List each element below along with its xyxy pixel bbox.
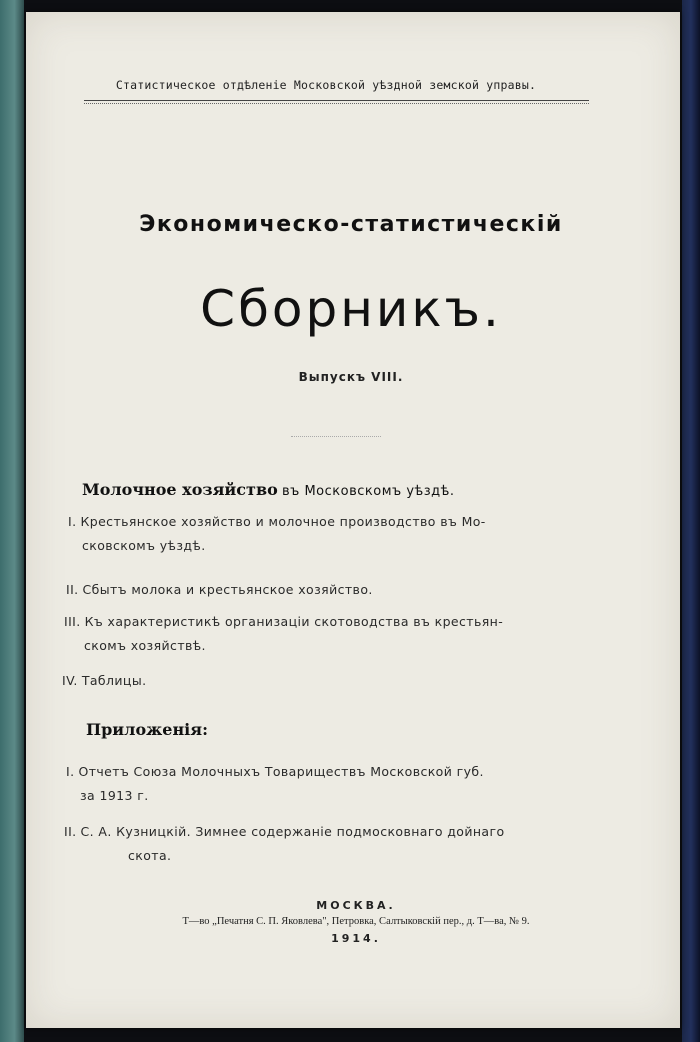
item-line: Къ характеристикѣ организаціи скотоводства въ крестьян- [84,614,504,629]
header-rule [84,100,589,101]
section-title [82,480,642,500]
item-line: за 1913 г. [80,788,149,803]
contents-item [68,510,588,558]
book-spine-left [0,0,24,1042]
title-line-2: Сборникъ. [200,280,502,338]
issue-number: Выпускъ VIII. [298,370,404,384]
section-title-rest: въ Московскомъ уѣздѣ. [281,484,455,499]
item-line: скомъ хозяйствѣ. [84,638,206,653]
header-rule-dotted [84,103,589,104]
title-page [26,12,680,1028]
item-line: С. А. Кузницкій. Зимнее содержаніе подмосковнаго дойнаго [80,824,505,839]
imprint-year: 1914. [331,932,381,945]
item-line: Крестьянское хозяйство и молочное производство въ Мо- [80,514,486,529]
item-number: IV. [62,673,78,688]
contents-item [62,669,582,693]
item-number: III. [64,614,81,629]
appendix-title: Приложенія: [86,720,208,739]
ornament-divider [291,436,381,437]
item-number: I. [66,764,75,779]
item-number: I. [68,514,77,529]
imprint-printer: Т—во „Печатня С. П. Яковлева", Петровка, Салтыковскій пер., д. Т—ва, № 9. [182,916,530,927]
book-spine-right [682,0,700,1042]
item-number: II. [66,582,79,597]
appendix-item [66,760,586,808]
contents-item [64,610,584,658]
title-line-1: Экономическо-статистическій [139,212,563,237]
section-title-bold: Молочное хозяйство [82,480,278,499]
contents-item [66,578,586,602]
item-number: II. [64,824,77,839]
item-line: Сбытъ молока и крестьянское хозяйство. [82,582,373,597]
item-line: сковскомъ уѣздѣ. [82,538,206,553]
appendix-item [64,820,584,868]
item-line: Таблицы. [81,673,147,688]
publisher-header: Статистическое отдѣленіе Московской уѣздной земской управы. [115,78,537,92]
item-line: скота. [128,848,172,863]
imprint-city: МОСКВА. [316,899,396,912]
item-line: Отчетъ Союза Молочныхъ Товариществъ Московской губ. [78,764,484,779]
